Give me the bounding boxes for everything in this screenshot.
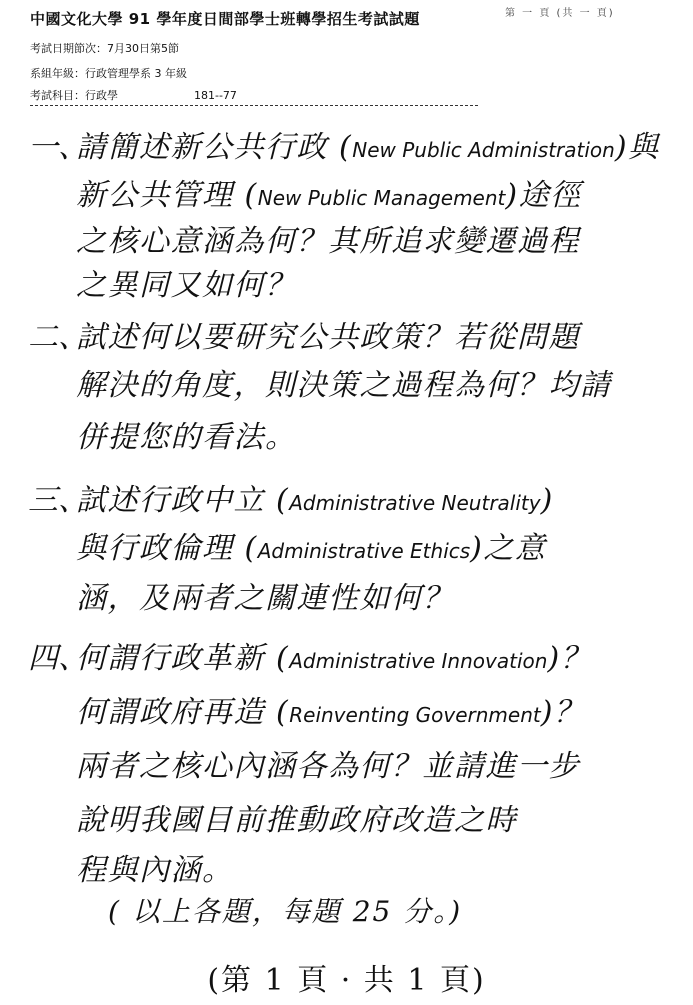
header-divider bbox=[30, 105, 478, 106]
question-line: 涵，及兩者之關連性如何？ bbox=[76, 581, 454, 616]
subject-code: 181--77 bbox=[194, 89, 237, 102]
question-line: 之異同又如何？ bbox=[76, 268, 297, 303]
question-line: 解決的角度，則決策之過程為何？均請 bbox=[76, 368, 612, 403]
question-line: 程與內涵。 bbox=[76, 853, 234, 888]
question-number: 三、 bbox=[28, 483, 88, 518]
scoring-note: ( 以上各題，每題 25 分。) bbox=[108, 895, 463, 928]
subject-label: 考試科目：行政學 bbox=[30, 89, 118, 102]
question-line: 說明我國目前推動政府改造之時 bbox=[76, 803, 517, 838]
exam-time: 考試日期節次：7月30日第5節 bbox=[30, 42, 179, 55]
subject-line bbox=[30, 87, 237, 103]
question-line: 之核心意涵為何？其所追求變遷過程 bbox=[76, 224, 580, 259]
question-line: 請簡述新公共行政 (New Public Administration)與 bbox=[76, 130, 660, 165]
question-line: 試述何以要研究公共政策？若從問題 bbox=[76, 320, 580, 355]
question-line: 何謂行政革新 (Administrative Innovation)？ bbox=[76, 641, 593, 676]
question-line: 兩者之核心內涵各為何？並請進一步 bbox=[76, 749, 580, 784]
department: 系組年級：行政管理學系 3 年級 bbox=[30, 67, 187, 80]
question-line: 與行政倫理 (Administrative Ethics)之意 bbox=[76, 531, 547, 566]
question-line: 新公共管理 (New Public Management)途徑 bbox=[76, 178, 582, 213]
question-line: 試述行政中立 (Administrative Neutrality) bbox=[76, 483, 554, 518]
page-corner-label: 第 一 頁 (共 一 頁) bbox=[505, 8, 615, 19]
exam-title: 中國文化大學 91 學年度日間部學士班轉學招生考試試題 bbox=[30, 10, 420, 28]
question-number: 一、 bbox=[28, 130, 88, 165]
page-footer: (第 1 頁 · 共 1 頁) bbox=[207, 963, 486, 998]
question-number: 二、 bbox=[28, 320, 88, 355]
question-line: 何謂政府再造 (Reinventing Government)？ bbox=[76, 695, 586, 730]
question-line: 併提您的看法。 bbox=[76, 420, 297, 455]
question-number: 四、 bbox=[28, 641, 88, 676]
